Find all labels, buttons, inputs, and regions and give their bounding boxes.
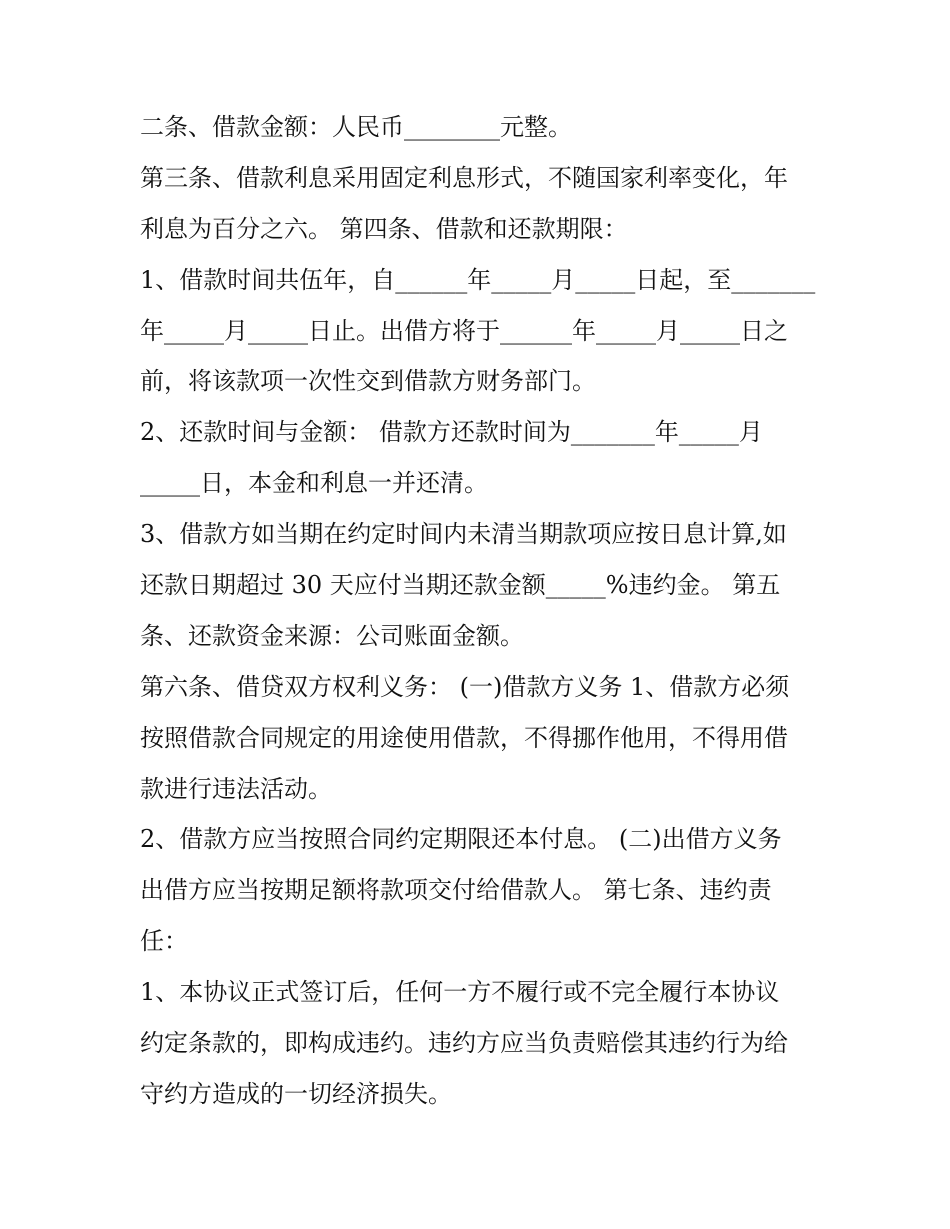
- text-line: 款进行违法活动。: [140, 774, 332, 803]
- text-line: 1、本协议正式签订后，任何一方不履行或不完全履行本协议: [140, 978, 780, 1007]
- text-line: 2、借款方应当按照合同约定期限还本付息。 (二)出借方义务: [140, 825, 782, 854]
- document-page: [140, 102, 820, 1120]
- text-line: 第三条、借款利息采用固定利息形式，不随国家利率变化，年: [140, 163, 788, 192]
- text-line: 1、借款时间共伍年，自______年_____月_____日起，至_______: [140, 265, 816, 294]
- text-line: 第六条、借贷双方权利义务： (一)借款方义务 1、借款方必须: [140, 672, 790, 701]
- text-line: 3、借款方如当期在约定时间内未清当期款项应按日息计算,如: [140, 520, 787, 549]
- text-line: 还款日期超过 30 天应付当期还款金额_____%违约金。 第五: [140, 571, 781, 600]
- text-line: 利息为百分之六。 第四条、借款和还款期限：: [140, 214, 628, 243]
- text-line: 二条、借款金额：人民币________元整。: [140, 113, 572, 141]
- text-line: 守约方造成的一切经济损失。: [140, 1079, 452, 1108]
- text-line: 前，将该款项一次性交到借款方财务部门。: [140, 367, 596, 396]
- text-line: 2、还款时间与金额： 借款方还款时间为_______年_____月: [140, 418, 763, 447]
- text-line: 按照借款合同规定的用途使用借款，不得挪作他用，不得用借: [140, 723, 788, 752]
- text-line: 任：: [140, 927, 188, 956]
- text-line: _____日，本金和利息一并还清。: [140, 469, 488, 498]
- text-line: 约定条款的，即构成违约。违约方应当负责赔偿其违约行为给: [140, 1029, 788, 1058]
- text-line: 条、还款资金来源：公司账面金额。: [140, 621, 524, 650]
- text-line: 年_____月_____日止。出借方将于______年_____月_____日之: [140, 316, 788, 345]
- text-line: 出借方应当按期足额将款项交付给借款人。 第七条、违约责: [140, 876, 772, 905]
